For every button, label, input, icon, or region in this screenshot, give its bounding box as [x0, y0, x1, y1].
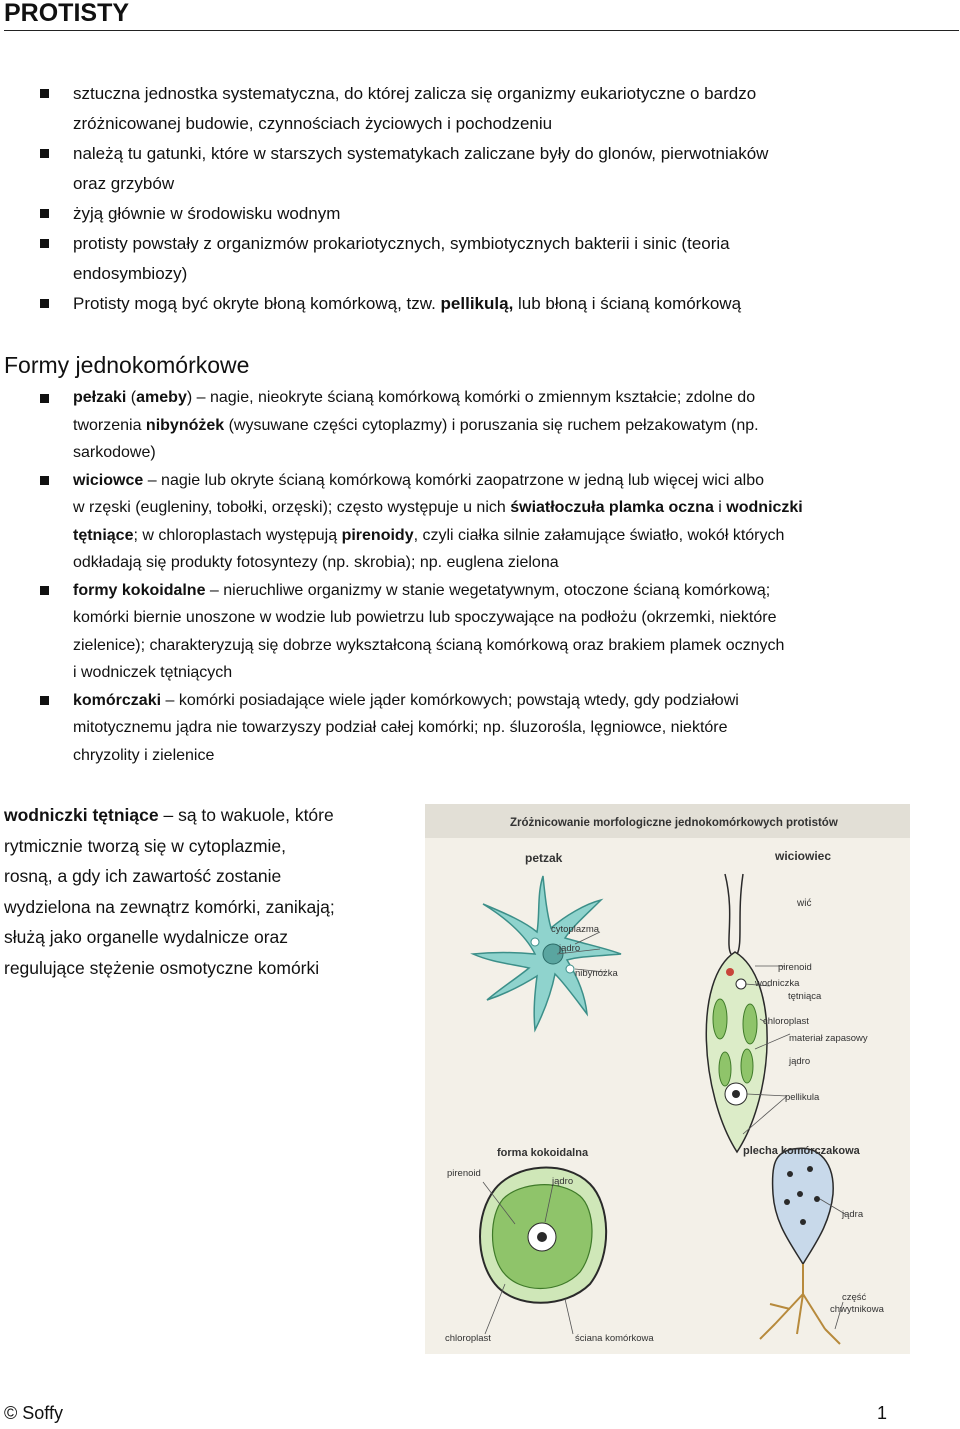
nucleus-dot	[797, 1191, 803, 1197]
chloroplast-shape	[741, 1049, 753, 1083]
bullet-icon	[40, 696, 49, 705]
bullet-icon	[40, 149, 49, 158]
figure-label-czesc: część	[842, 1292, 867, 1303]
forms-items	[73, 384, 933, 769]
figure-label-tetniaca: tętniąca	[788, 991, 822, 1002]
figure-label-jadro_d: jądra	[842, 1209, 864, 1220]
nucleus-dot	[787, 1171, 793, 1177]
list-item: Protisty mogą być okryte błoną komórkową, tzw. pellikulą, lub błoną i ścianą komórkową	[73, 294, 742, 313]
list-item: sztuczna jednostka systematyczna, do której zalicza się organizmy eukariotyczne o bardzo zróżnicowanej budowie, czynnościach życiowych i pochodzeniu	[73, 84, 757, 133]
bullet-icon	[40, 476, 49, 485]
chloroplast-shape	[719, 1052, 731, 1086]
figure-label-chloroplast_a: chloroplast	[763, 1016, 809, 1027]
nucleus-dot	[784, 1199, 790, 1205]
list-item: formy kokoidalne – nieruchliwe organizmy w stanie wegetatywnym, otoczone ścianą komórkową; komórki biernie unoszone w wodzie lub powietrzu lub spoczywające na podłożu (okrzemki, niektóre zielenice); charakteryzują się dobrze wykształconą ścianą komórkową oraz brakiem plamek ocznych i wodniczek tętniących	[73, 581, 785, 681]
bullet-icon	[40, 209, 49, 218]
list-item: żyją głównie w środowisku wodnym	[73, 204, 341, 223]
chloroplast-shape	[743, 1004, 757, 1044]
figure-label-wic: wić	[797, 898, 812, 909]
nucleus-dot	[800, 1219, 806, 1225]
page-title: PROTISTY	[4, 0, 959, 31]
bullet-icon	[40, 586, 49, 595]
list-item: komórczaki – komórki posiadające wiele jąder komórkowych; powstają wtedy, gdy podziałowi mitotycznemu jądra nie towarzyszy podział całej komórki; np. śluzorośla, lęgniowce, niektóre chryzolity i zielenice	[73, 691, 739, 764]
bullet-icon	[40, 394, 49, 403]
section-heading: Formy jednokomórkowe	[4, 352, 250, 378]
figure-label-cytoplazma: cytoplazma	[551, 924, 600, 935]
footer-left: © Soffy	[4, 1403, 63, 1423]
figure-label-pirenoid_b: pirenoid	[447, 1168, 481, 1179]
figure-label-jadro_c: jądro	[552, 1176, 574, 1187]
bullet-icon	[40, 299, 49, 308]
amoeba-vacuole	[566, 965, 574, 973]
intro-items	[73, 79, 933, 319]
list-item: protisty powstały z organizmów prokariotycznych, symbiotycznych bakterii i sinic (teoria endosymbiozy)	[73, 234, 730, 283]
figure-label-pirenoid_a: pirenoid	[778, 962, 812, 973]
figure-label-forma: forma kokoidalna	[497, 1147, 589, 1159]
list-item: pełzaki (ameby) – nagie, nieokryte ścianą komórkową komórki o zmiennym kształcie; zdolne do tworzenia nibynóżek (wysuwane części cytoplazmy) i poruszania się ruchem pełzakowatym (np. sarkodowe)	[73, 389, 759, 461]
contractile-vacuole	[736, 979, 746, 989]
coccoid-pyrenoid	[537, 1232, 547, 1242]
list-item: należą tu gatunki, które w starszych systematykach zaliczane były do glonów, pierwotniaków oraz grzybów	[73, 144, 769, 193]
nucleus-dot	[814, 1196, 820, 1202]
figure-title: Zróżnicowanie morfologiczne jednokomórkowych protistów	[510, 817, 838, 829]
figure-label-pellikula: pellikula	[785, 1092, 820, 1103]
bullet-icon	[40, 89, 49, 98]
figure-label-jadro_a: jądro	[559, 943, 581, 954]
figure-label-material: materiał zapasowy	[789, 1033, 868, 1044]
figure-label-chwytnikowa: chwytnikowa	[830, 1304, 884, 1315]
figure-label-wodniczka: wodniczka	[755, 978, 800, 989]
eyespot	[726, 968, 734, 976]
list-item: wiciowce – nagie lub okryte ścianą komórkową komórki zaopatrzone w jedną lub więcej wici albo w rzęski (eugleniny, tobołki, orzęski); często występuje u nich światłoczuła plamka oczna i wodniczki tętniące; w chloroplastach występują pirenoidy, czyli ciałka silnie załamujące światło, wokół których odkładają się produkty fotosyntezy (np. skrobia); np. euglena zielona	[73, 471, 803, 571]
figure-label-chloroplast_b: chloroplast	[445, 1333, 491, 1344]
figure-label-petzak: petzak	[525, 851, 563, 865]
amoeba-vacuole	[531, 938, 539, 946]
figure-label-sciana: ściana komórkowa	[575, 1333, 654, 1344]
figure-label-wiciowiec: wiciowiec	[775, 849, 832, 863]
figure-label-plecha: plecha komórczakowa	[743, 1145, 860, 1157]
figure-label-jadro_b: jądro	[789, 1056, 811, 1067]
nucleus-dot	[807, 1166, 813, 1172]
protist-morphology-figure	[425, 804, 910, 1354]
side-note: wodniczki tętniące – są to wakuole, które rytmicznie tworzą się w cytoplazmie, rosną, a gdy ich zawartość zostanie wydzielona na zewnątrz komórki, zanikają; służą jako organelle wydalnicze oraz regulujące stężenie osmotyczne komórki	[4, 805, 335, 978]
chloroplast-shape	[713, 999, 727, 1039]
figure-label-nibynozka: nibynóżka	[575, 968, 618, 979]
nucleolus	[732, 1090, 740, 1098]
bullet-icon	[40, 239, 49, 248]
page-number: 1	[877, 1403, 888, 1423]
